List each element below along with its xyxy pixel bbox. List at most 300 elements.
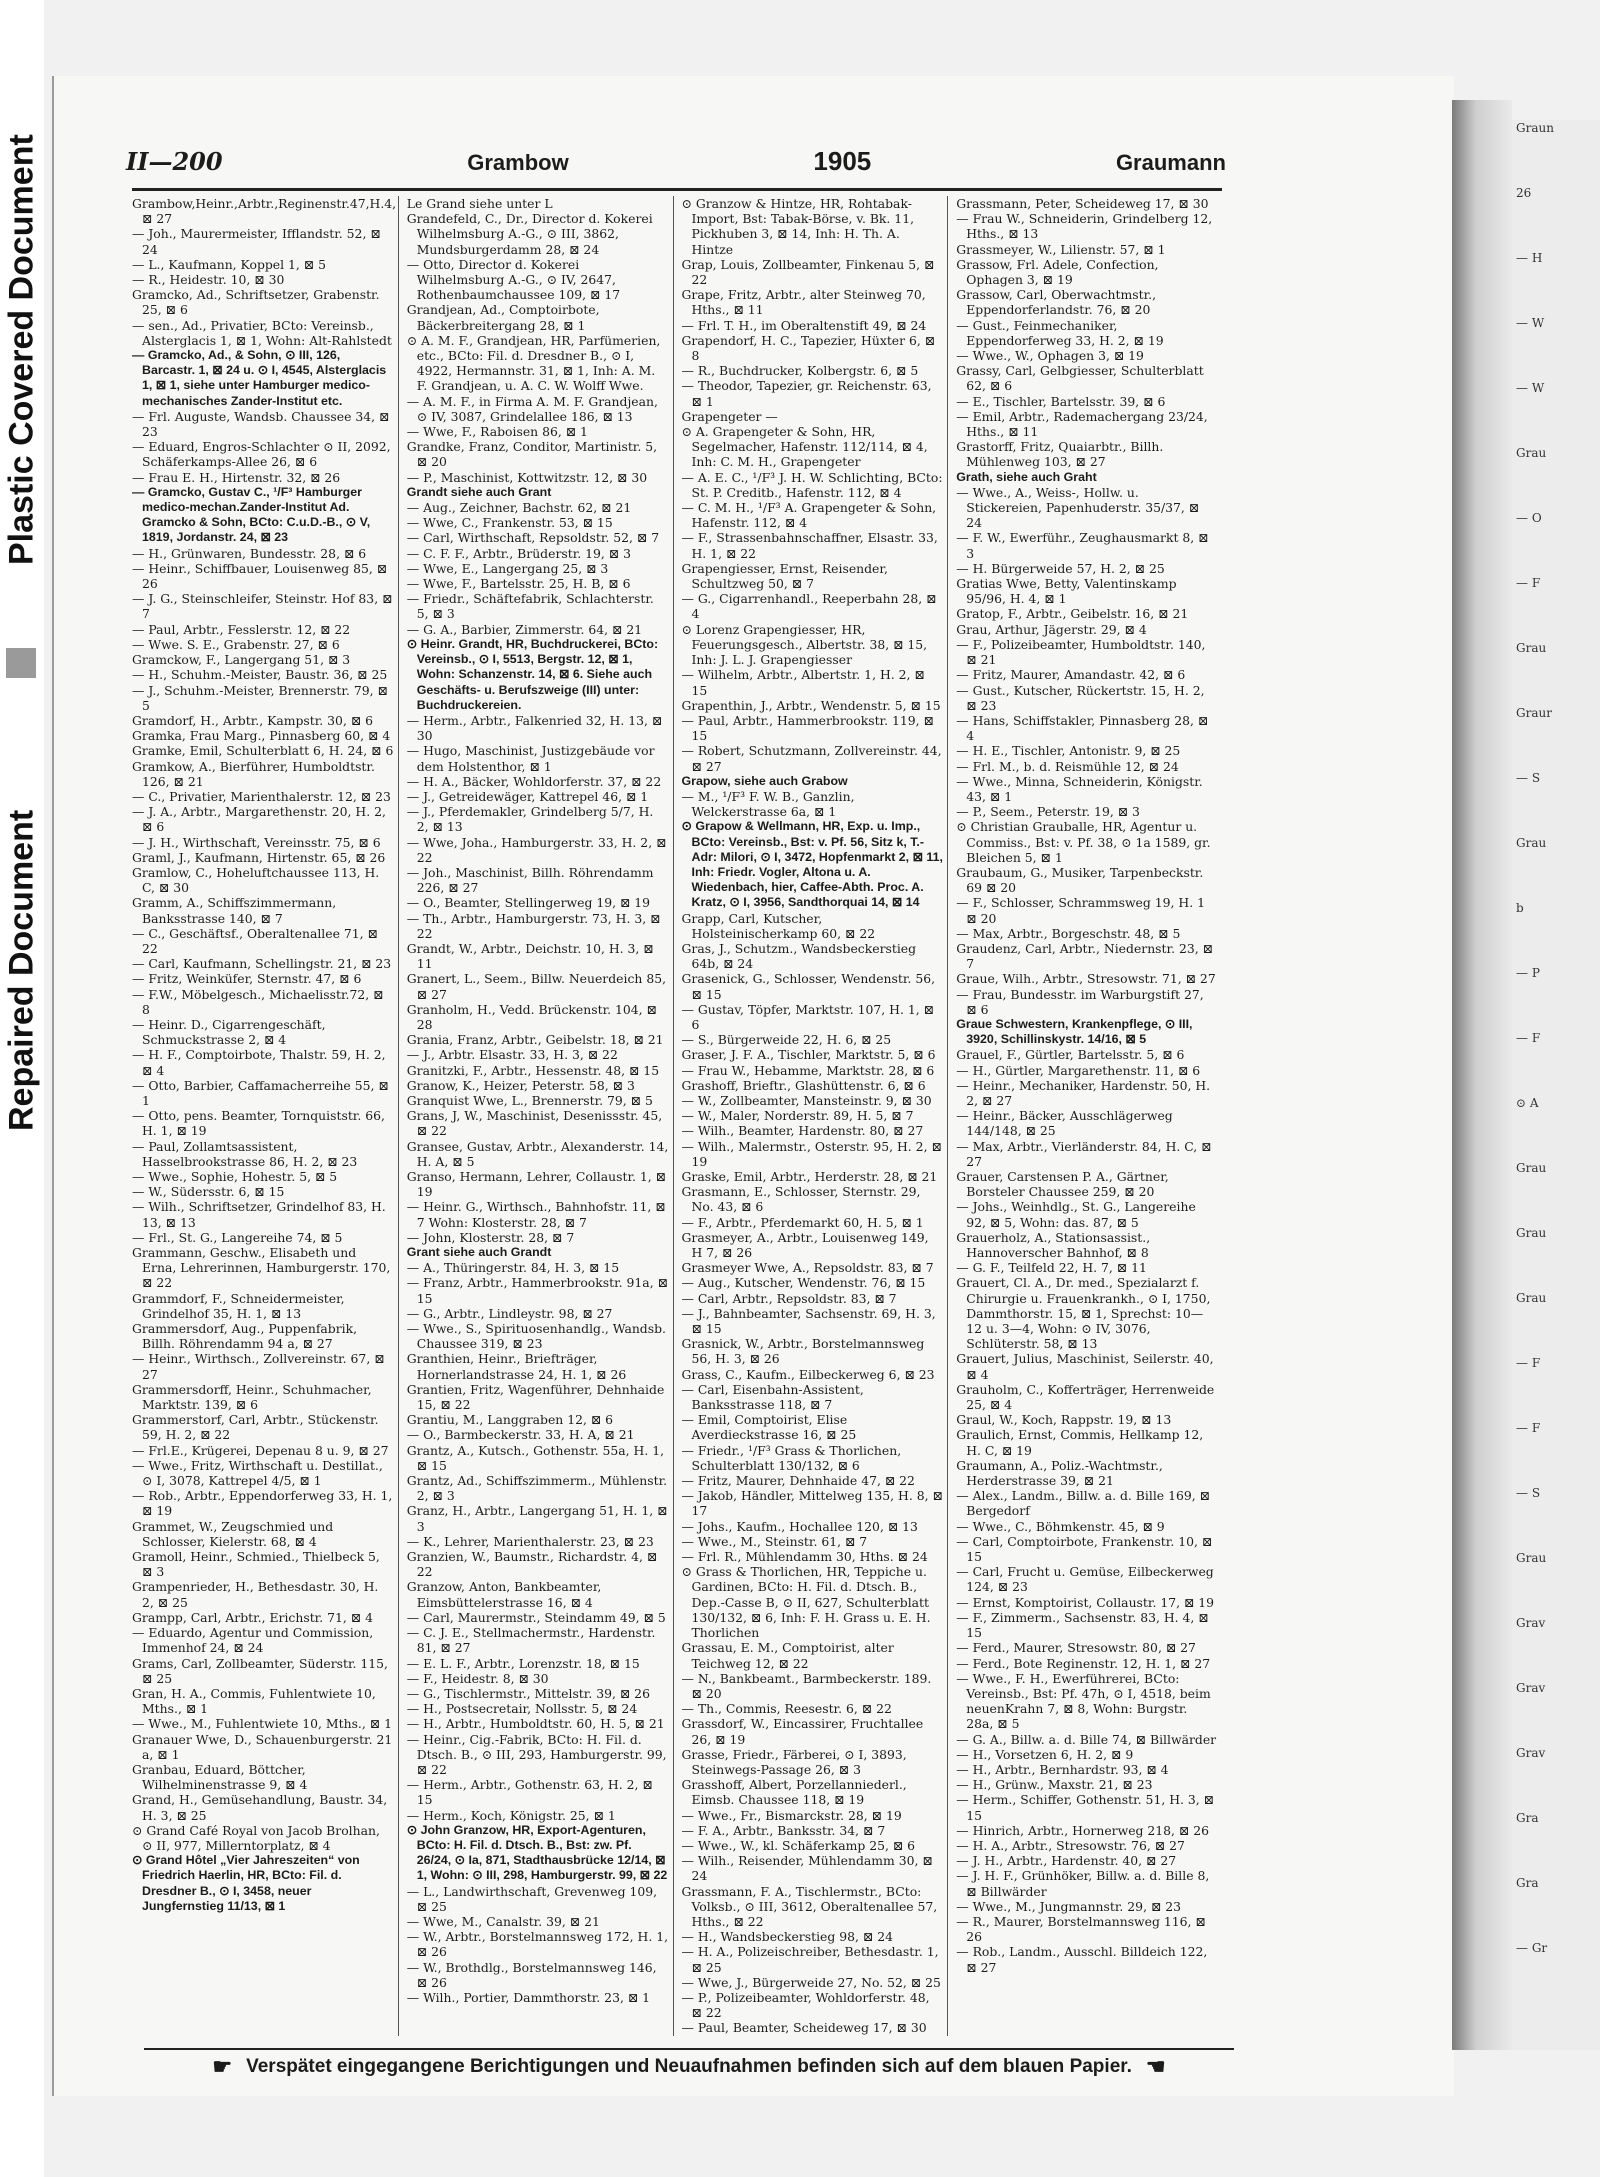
directory-entry: — H., Grünwaren, Bundesstr. 28, ⊠ 6 (132, 545, 367, 561)
directory-entry: — Heinr. G., Wirthsch., Bahnhofstr. 11, ⊠ 7 Wohn: Klosterstr. 28, ⊠ 7 (406, 1199, 666, 1230)
directory-entry: — Paul, Beamter, Scheideweg 17, ⊠ 30 (681, 2020, 927, 2036)
directory-entry: — G. F., Teilfeld 22, H. 7, ⊠ 11 (956, 1260, 1147, 1276)
directory-entry: Grap, Louis, Zollbeamter, Finkenau 5, ⊠ 22 (681, 256, 935, 288)
directory-entry: Grassmeyer, W., Lilienstr. 57, ⊠ 1 (956, 241, 1166, 257)
directory-entry: Gramlow, C., Hoheluftchaussee 113, H. C, ⊠ 30 (132, 864, 380, 896)
directory-entry: — R., Maurer, Borstelmannsweg 116, ⊠ 26 (956, 1913, 1206, 1945)
facing-page-fragment: Grau (1516, 1551, 1547, 1565)
directory-entry: — Joh., Maurermeister, Ifflandstr. 52, ⊠ 24 (132, 226, 381, 257)
directory-entry: — Aug., Zeichner, Bachstr. 62, ⊠ 21 (406, 500, 632, 516)
directory-entry: — Wwe, C., Frankenstr. 53, ⊠ 15 (406, 515, 613, 531)
directory-entry: — K., Lehrer, Marienthalerstr. 23, ⊠ 23 (406, 1533, 654, 1549)
directory-entry: — P., Seem., Peterstr. 19, ⊠ 3 (956, 804, 1140, 820)
directory-entry: Grampenrieder, H., Bethesdastr. 30, H. 2, ⊠ 25 (132, 1579, 379, 1610)
directory-entry: — sen., Ad., Privatier, BCto: Vereinsb., Alsterglacis 1, ⊠ 1, Wohn: Alt-Rahlstedt (132, 317, 392, 348)
tab-separator-icon (6, 648, 36, 678)
directory-entry: — J. G., Steinschleifer, Steinstr. Hof 83, ⊠ 7 (132, 591, 393, 622)
directory-entry: — Wwe., W., Ophagen 3, ⊠ 19 (956, 348, 1144, 364)
directory-entry: — Wilh., Portier, Dammthorstr. 23, ⊠ 1 (406, 1989, 651, 2005)
directory-entry: Grasnick, W., Arbtr., Borstelmannsweg 56, H. 3, ⊠ 26 (681, 1336, 925, 1367)
directory-entry: — Carl, Eisenbahn-Assistent, Banksstrasse 118, ⊠ 7 (681, 1381, 864, 1413)
directory-entry: Grassdorf, W., Eincassirer, Fruchtallee 26, ⊠ 19 (681, 1716, 924, 1747)
directory-entry: ⊙ A. M. F., Grandjean, HR, Parfümerien, etc., BCto: Fil. d. Dresdner B., ⊙ I, 4922, Hermannstr. 31, ⊠ 1, Inh: A. M. F. Grandjean, u. A. C. W. Wolff Wwe. (406, 332, 661, 394)
directory-entry: — Heinr., Bäcker, Ausschlägerweg 144/148, ⊠ 25 (956, 1108, 1173, 1139)
directory-entry: — Wwe., M., Jungmannstr. 29, ⊠ 23 (956, 1898, 1182, 1914)
directory-entry: Gramke, Emil, Schulterblatt 6, H. 24, ⊠ 6 (132, 743, 394, 759)
directory-entry: — H., Postsecretair, Nollsstr. 5, ⊠ 24 (406, 1701, 638, 1717)
directory-entry: — Rob., Arbtr., Eppendorferweg 33, H. 1, ⊠ 19 (132, 1488, 393, 1519)
directory-entry: Graumann, A., Poliz.-Wachtmstr., Herderstrasse 39, ⊠ 21 (956, 1457, 1163, 1489)
directory-entry: ⊙ Grand Hôtel „Vier Jahreszeiten“ von Friedrich Haerlin, HR, BCto: Fil. d. Dresdner B., ⊙ I, 3458, neuer Jungfernstieg 11/13, ⊠ 1 (132, 1853, 360, 1913)
facing-page-fragment: b (1516, 901, 1524, 915)
directory-entry: — Emil, Arbtr., Rademachergang 23/24, Hths., ⊠ 11 (956, 408, 1208, 440)
directory-entry: Granthien, Heinr., Briefträger, Hornerlandstrasse 24, H. 1, ⊠ 26 (406, 1351, 627, 1382)
directory-entry: Gramm, A., Schiffszimmermann, Banksstrasse 140, ⊠ 7 (132, 895, 337, 926)
directory-entry: — G. A., Billw. a. d. Bille 74, ⊠ Billwärder (956, 1731, 1217, 1747)
directory-entry: Granquist Wwe, L., Brennerstr. 79, ⊠ 5 (406, 1092, 653, 1108)
directory-entry: — L., Landwirthschaft, Grevenweg 109, ⊠ 25 (406, 1883, 658, 1914)
directory-entry: Grasshoff, Albert, Porzellanniederl., Eimsb. Chaussee 118, ⊠ 19 (681, 1777, 907, 1808)
directory-entry: — Frl. T. H., im Oberaltenstift 49, ⊠ 24 (681, 317, 927, 333)
facing-page-fragment: — W (1516, 316, 1545, 330)
directory-entry: — Max, Arbtr., Vierländerstr. 84, H. C, ⊠ 27 (956, 1138, 1212, 1169)
facing-page-fragment: Grau (1516, 641, 1547, 655)
directory-entry: — A., Thüringerstr. 84, H. 3, ⊠ 15 (406, 1260, 620, 1276)
directory-entry: Graue, Wilh., Arbtr., Stresowstr. 71, ⊠ 27 (956, 971, 1216, 987)
directory-entry: — Frl.E., Krügerei, Depenau 8 u. 9, ⊠ 27 (132, 1442, 389, 1458)
directory-entry: — Wwe., S., Spirituosenhandlg., Wandsb. Chaussee 319, ⊠ 23 (406, 1321, 666, 1352)
facing-page-fragment: Grau (1516, 1161, 1547, 1175)
directory-entry: — Wilh., Schriftsetzer, Grindelhof 83, H. 13, ⊠ 13 (132, 1199, 386, 1230)
directory-entry: — Carl, Arbtr., Repsoldstr. 83, ⊠ 7 (681, 1290, 897, 1306)
directory-entry: — Frau W., Hebamme, Marktstr. 28, ⊠ 6 (681, 1062, 935, 1078)
directory-entry: — Ferd., Bote Reginenstr. 12, H. 1, ⊠ 27 (956, 1655, 1211, 1671)
facing-page-fragment: 26 (1516, 186, 1532, 200)
directory-entry: Grath, siehe auch Graht (956, 469, 1097, 484)
directory-entry: — Fritz, Maurer, Dehnhaide 47, ⊠ 22 (681, 1473, 915, 1489)
directory-entry: — F.W., Möbelgesch., Michaelisstr.72, ⊠ 8 (132, 986, 384, 1017)
directory-entry: Grandt siehe auch Grant (406, 484, 552, 499)
directory-entry: — Gust., Kutscher, Rückertstr. 15, H. 2, ⊠ 23 (956, 682, 1205, 713)
directory-entry: — Herm., Arbtr., Falkenried 32, H. 13, ⊠ 30 (406, 712, 663, 744)
directory-entry: — Paul, Arbtr., Fesslerstr. 12, ⊠ 22 (132, 621, 351, 637)
directory-entry: — Gustav, Töpfer, Marktstr. 107, H. 1, ⊠ 6 (681, 1001, 934, 1032)
directory-entry: — Frau E. H., Hirtenstr. 32, ⊠ 26 (132, 469, 341, 485)
directory-entry: — Hugo, Maschinist, Justizgebäude vor dem Holstenthor, ⊠ 1 (406, 743, 655, 774)
directory-entry: Grau, Arthur, Jägerstr. 29, ⊠ 4 (956, 621, 1147, 637)
directory-entry: Granzien, W., Baumstr., Richardstr. 4, ⊠ 22 (406, 1549, 658, 1580)
directory-entry: Graubaum, G., Musiker, Tarpenbeckstr. 69 ⊠ 20 (956, 864, 1204, 896)
header-rule (132, 188, 1222, 191)
directory-entry: — J., Schuhm.-Meister, Brennerstr. 79, ⊠ 5 (132, 682, 388, 713)
directory-entry: Grapow, siehe auch Grabow (681, 773, 848, 788)
directory-entry: ⊙ Heinr. Grandt, HR, Buchdruckerei, BCto: Vereinsb., ⊙ I, 5513, Bergstr. 12, ⊠ 1, Wohn: Schanzenstr. 14, ⊠ 6. Siehe auch Geschäfts- u. Berufszweige (III) unter: Buchdruckereien. (406, 636, 659, 712)
directory-entry: — Frl. Auguste, Wandsb. Chaussee 34, ⊠ 23 (132, 408, 390, 440)
directory-entry: ⊙ A. Grapengeter & Sohn, HR, Segelmacher, Hafenstr. 112/114, ⊠ 4, Inh: C. M. H., Grapengeter (681, 424, 928, 470)
directory-entry: — Wwe., A., Weiss-, Hollw. u. Stickereien, Papenhuderstr. 35/37, ⊠ 24 (956, 484, 1200, 531)
directory-entry: — J., Bahnbeamter, Sachsenstr. 69, H. 3, ⊠ 15 (681, 1305, 936, 1337)
directory-entry: — Wwe, F., Bartelsstr. 25, H. B, ⊠ 6 (406, 576, 631, 592)
directory-entry: ⊙ Grass & Thorlichen, HR, Teppiche u. Gardinen, BCto: H. Fil. d. Dtsch. B., Dep.-Casse B, ⊙ II, 627, Schulterblatt 130/132, ⊠ 6, Inh: F. H. Grass u. E. H. Thorlichen (681, 1564, 931, 1641)
directory-entry: — Aug., Kutscher, Wendenstr. 76, ⊠ 15 (681, 1275, 926, 1291)
directory-entry: Grassow, Frl. Adele, Confection, Ophagen 3, ⊠ 19 (956, 256, 1159, 288)
directory-entry: — Gramcko, Gustav C., ¹/F³ Hamburger medico-mechan.Zander-Institut Ad. Gramcko & Sohn, BCto: C.u.D.-B., ⊙ V, 1819, Jordanstr. 24, ⊠ 23 (132, 484, 371, 545)
facing-page-fragment: — F (1516, 1356, 1541, 1370)
directory-entry: Grapengiesser, Ernst, Reisender, Schultzweg 50, ⊠ 7 (681, 560, 888, 592)
pointing-hand-left-icon: ☚ (1145, 2054, 1166, 2079)
directory-entry: — Rob., Landm., Ausschl. Billdeich 122, ⊠ 27 (956, 1944, 1208, 1975)
directory-entry: — Eduardo, Agentur und Commission, Immenhof 24, ⊠ 24 (132, 1625, 374, 1656)
directory-entry: — Johs., Kaufm., Hochallee 120, ⊠ 13 (681, 1518, 918, 1534)
facing-page-fragment: Graun (1516, 121, 1554, 135)
directory-entry: — Alex., Landm., Billw. a. d. Bille 169, ⊠ Bergedorf (956, 1488, 1210, 1519)
directory-entry: — J. H. F., Grünhöker, Billw. a. d. Bille 8, ⊠ Billwärder (956, 1868, 1210, 1899)
directory-entry: Graul, W., Koch, Rappstr. 19, ⊠ 13 (956, 1412, 1172, 1428)
directory-entry: — Otto, Director d. Kokerei Wilhelmsburg A.-G., ⊙ IV, 2647, Rothenbaumchaussee 109, ⊠ 17 (406, 256, 621, 303)
directory-entry: Grasenick, G., Schlosser, Wendenstr. 56, ⊠ 15 (681, 971, 936, 1002)
page-header (126, 146, 1226, 186)
directory-entry: — Theodor, Tapezier, gr. Reichenstr. 63, ⊠ 1 (681, 378, 932, 409)
directory-entry: — Jakob, Händler, Mittelweg 135, H. 8, ⊠ 17 (681, 1488, 943, 1519)
directory-entry: — F., Schlosser, Schrammsweg 19, H. 1 ⊠ 20 (956, 895, 1205, 926)
column-3 (682, 196, 949, 2036)
directory-entry: Grauel, F., Gürtler, Bartelsstr. 5, ⊠ 6 (956, 1047, 1185, 1063)
directory-entry: — N., Bankbeamt., Barmbeckerstr. 189. ⊠ 20 (681, 1670, 932, 1701)
directory-entry: ⊙ Christian Grauballe, HR, Agentur u. Commiss., Bst: v. Pf. 38, ⊙ 1a 1589, gr. Bleichen 5, ⊠ 1 (956, 819, 1211, 865)
directory-entry: — Wwe., F. H., Ewerführerei, BCto: Vereinsb., Bst: Pf. 47h, ⊙ I, 4518, beim neuenKrahn 7, ⊠ 8, Wohn: Burgstr. 28a, ⊠ 5 (956, 1670, 1211, 1732)
directory-entry: — O., Beamter, Stellingerweg 19, ⊠ 19 (406, 895, 651, 911)
directory-entry: Grantien, Fritz, Wagenführer, Dehnhaide 15, ⊠ 22 (406, 1381, 665, 1413)
directory-entry: — W., Südersstr. 6, ⊠ 15 (132, 1184, 285, 1200)
facing-page-fragment: Graur (1516, 706, 1552, 720)
directory-entry: Graue Schwestern, Krankenpflege, ⊙ III, 3920, Schillinskystr. 14/16, ⊠ 5 (956, 1016, 1193, 1047)
directory-entry: Grantz, Ad., Schiffszimmerm., Mühlenstr. 2, ⊠ 3 (406, 1473, 668, 1504)
directory-entry: — Wwe., Sophie, Hohestr. 5, ⊠ 5 (132, 1169, 338, 1184)
directory-entry: — Carl, Wirthschaft, Repsoldstr. 52, ⊠ 7 (406, 530, 660, 546)
directory-entry: Gramkow, A., Bierführer, Humboldtstr. 126, ⊠ 21 (132, 758, 375, 789)
directory-entry: Grasmeyer, A., Arbtr., Louisenweg 149, H 7, ⊠ 26 (681, 1229, 929, 1261)
directory-entry: — Carl, Maurermstr., Steindamm 49, ⊠ 5 (406, 1609, 666, 1625)
directory-entry: — Heinr., Wirthsch., Zollvereinstr. 67, ⊠ 27 (132, 1351, 385, 1382)
directory-entry: — Johs., Weinhdlg., St. G., Langereihe 92, ⊠ 5, Wohn: das. 87, ⊠ 5 (956, 1199, 1196, 1230)
directory-entry: Grashoff, Brieftr., Glashüttenstr. 6, ⊠ 6 (681, 1077, 926, 1093)
directory-entry: — J., Getreidewäger, Kattrepel 46, ⊠ 1 (406, 788, 649, 804)
page-footer (144, 2048, 1234, 2084)
directory-entry: — Friedr., ¹/F³ Grass & Thorlichen, Schulterblatt 130/132, ⊠ 6 (681, 1442, 902, 1473)
directory-entry: Grauerholz, A., Stationsassist., Hannoverscher Bahnhof, ⊠ 8 (956, 1229, 1151, 1261)
directory-entry: — Hans, Schiffstakler, Pinnasberg 28, ⊠ 4 (956, 712, 1209, 744)
directory-entry: Gramka, Frau Marg., Pinnasberg 60, ⊠ 4 (132, 728, 391, 744)
directory-entry: — F., Arbtr., Pferdemarkt 60, H. 5, ⊠ 1 (681, 1214, 924, 1230)
directory-entry: — Frau W., Schneiderin, Grindelberg 12, Hths., ⊠ 13 (956, 211, 1213, 242)
directory-entry: Grammann, Geschw., Elisabeth und Erna, Lehrerinnen, Hamburgerstr. 170, ⊠ 22 (132, 1245, 391, 1291)
directory-entry: — F., Strassenbahnschaffner, Elsastr. 33, H. 1, ⊠ 22 (681, 530, 938, 561)
directory-entry: Graser, J. F. A., Tischler, Marktstr. 5, ⊠ 6 (681, 1047, 936, 1063)
facing-page-fragment: Grav (1516, 1681, 1546, 1695)
directory-entry: ⊙ Grapow & Wellmann, HR, Exp. u. Imp., BCto: Vereinsb., Bst: v. Pf. 56, Sitz k, T.-Adr: Milori, ⊙ I, 3472, Hopfenmarkt 2, ⊠ 11, Inh: Friedr. Vogler, Altona u. A. Wiedenbach, hier, Caffee-Abth. Proc. A. Kratz, ⊙ I, 3956, Sandthorquai 14, ⊠ 14 (681, 819, 943, 910)
directory-entry: — J., Arbtr. Elsastr. 33, H. 3, ⊠ 22 (406, 1047, 618, 1063)
directory-entry: Grammerstorf, Carl, Arbtr., Stückenstr. 59, H. 2, ⊠ 22 (132, 1412, 379, 1443)
directory-entry: — Paul, Zollamtsassistent, Hasselbrookstrasse 86, H. 2, ⊠ 23 (132, 1138, 358, 1169)
directory-entry: — Ferd., Maurer, Stresowstr. 80, ⊠ 27 (956, 1640, 1196, 1656)
directory-entry: Graudenz, Carl, Arbtr., Niedernstr. 23, ⊠ 7 (956, 940, 1213, 972)
directory-entry: Granauer Wwe, D., Schauenburgerstr. 21 a, ⊠ 1 (132, 1731, 393, 1762)
directory-entry: ⊙ John Granzow, HR, Export-Agenturen, BCto: H. Fil. d. Dtsch. B., Bst: zw. Pf. 26/24, ⊙ Ia, 871, Stadthausbrücke 12/14, ⊠ 1, Wohn: ⊙ III, 298, Hamburgerstr. 99, ⊠ 22 (406, 1822, 668, 1883)
directory-entry: Grandke, Franz, Conditor, Martinistr. 5, ⊠ 20 (406, 439, 658, 470)
directory-entry: — Heinr. D., Cigarrengeschäft, Schmuckstrasse 2, ⊠ 4 (132, 1016, 326, 1048)
directory-entry: — H., Vorsetzen 6, H. 2, ⊠ 9 (956, 1746, 1134, 1762)
page-number: II—200 (126, 147, 223, 176)
directory-entry: — J., Pferdemakler, Grindelberg 5/7, H. 2, ⊠ 13 (406, 804, 654, 835)
facing-page-fragment: — W (1516, 381, 1545, 395)
facing-page-fragment: — S (1516, 771, 1541, 785)
directory-entry: Grasmann, E., Schlosser, Sternstr. 29, No. 43, ⊠ 6 (681, 1184, 921, 1215)
side-tab-strip (0, 0, 44, 2177)
directory-entry: Graulich, Ernst, Commis, Hellkamp 12, H. C, ⊠ 19 (956, 1427, 1204, 1458)
directory-entry: — Joh., Maschinist, Billh. Röhrendamm 226, ⊠ 27 (406, 864, 654, 896)
directory-entry: — Wilh., Malermstr., Osterstr. 95, H. 2, ⊠ 19 (681, 1138, 942, 1169)
directory-entry: Grandjean, Ad., Comptoirbote, Bäckerbreitergang 28, ⊠ 1 (406, 302, 600, 333)
directory-entry: — W., Zollbeamter, Mansteinstr. 9, ⊠ 30 (681, 1092, 932, 1108)
directory-entry: — Wilh., Beamter, Hardenstr. 80, ⊠ 27 (681, 1123, 924, 1139)
facing-page-fragment: Gra (1516, 1811, 1539, 1825)
directory-entry: — Wwe, J., Bürgerweide 27, No. 52, ⊠ 25 (681, 1974, 941, 1990)
directory-entry: — F. A., Arbtr., Banksstr. 34, ⊠ 7 (681, 1822, 886, 1838)
directory-entry: Grassow, Carl, Oberwachtmstr., Eppendorferlandstr. 76, ⊠ 20 (956, 287, 1157, 318)
directory-entry: Gratop, F., Arbtr., Geibelstr. 16, ⊠ 21 (956, 606, 1189, 622)
directory-entry: — J. H., Arbtr., Hardenstr. 40, ⊠ 27 (956, 1853, 1177, 1869)
directory-entry: Grapenthin, J., Arbtr., Wendenstr. 5, ⊠ 15 (681, 697, 941, 713)
directory-entry: — Heinr., Mechaniker, Hardenstr. 50, H. 2, ⊠ 27 (956, 1077, 1211, 1108)
directory-entry: Granert, L., Seem., Billw. Neuerdeich 85, ⊠ 27 (406, 971, 667, 1002)
column-2 (407, 196, 674, 2036)
directory-entry: — R., Heidestr. 10, ⊠ 30 (132, 272, 285, 288)
directory-entry: Grantz, A., Kutsch., Gothenstr. 55a, H. 1, ⊠ 15 (406, 1442, 665, 1473)
directory-entry: — Wwe., Fritz, Wirthschaft u. Destillat., ⊙ I, 3078, Kattrepel 4/5, ⊠ 1 (132, 1457, 383, 1489)
directory-entry: — Wilh., Reisender, Mühlendamm 30, ⊠ 24 (681, 1853, 933, 1884)
directory-entry: Grapendorf, H. C., Tapezier, Hüxter 6, ⊠ 8 (681, 332, 936, 364)
directory-entry: — A. E. C., ¹/F³ J. H. W. Schlichting, BCto: St. P. Creditb., Hafenstr. 112, ⊠ 4 (681, 469, 943, 500)
directory-entry: Grassy, Carl, Gelbgiesser, Schulterblatt 62, ⊠ 6 (956, 363, 1204, 394)
directory-entry: — Herm., Schiffer, Gothenstr. 51, H. 3, ⊠ 15 (956, 1792, 1215, 1823)
directory-entry: Le Grand siehe unter L (406, 196, 553, 211)
directory-entry: Grammersdorff, Heinr., Schuhmacher, Marktstr. 139, ⊠ 6 (132, 1381, 372, 1413)
directory-entry: Grastorff, Fritz, Quaiarbtr., Billh. Mühlenweg 103, ⊠ 27 (956, 439, 1164, 470)
directory-entry: Grasmeyer Wwe, A., Repsoldstr. 83, ⊠ 7 (681, 1260, 934, 1276)
facing-page-fragment: Grau (1516, 836, 1547, 850)
facing-page-fragment: Grav (1516, 1616, 1546, 1630)
directory-page (52, 76, 1454, 2096)
directory-entry: — Heinr., Cig.-Fabrik, BCto: H. Fil. d. Dtsch. B., ⊙ III, 293, Hamburgerstr. 99, ⊠ 22 (406, 1731, 667, 1777)
directory-entry: — W., Arbtr., Borstelmannsweg 172, H. 1, ⊠ 26 (406, 1929, 669, 1960)
directory-entry: Granholm, H., Vedd. Brückenstr. 104, ⊠ 28 (406, 1001, 657, 1032)
directory-entry: Gras, J., Schutzm., Wandsbeckerstieg 64b, ⊠ 24 (681, 940, 917, 972)
directory-entry: — Hinrich, Arbtr., Hornerweg 218, ⊠ 26 (956, 1822, 1210, 1838)
directory-entry: — G., Tischlermstr., Mittelstr. 39, ⊠ 26 (406, 1685, 650, 1701)
directory-entry: Grassmann, Peter, Scheideweg 17, ⊠ 30 (956, 196, 1209, 211)
directory-entry: — Frl., St. G., Langereihe 74, ⊠ 5 (132, 1229, 343, 1245)
directory-entry: Graml, J., Kaufmann, Hirtenstr. 65, ⊠ 26 (132, 849, 386, 865)
facing-page-fragment: — P (1516, 966, 1540, 980)
directory-entry: Grand, H., Gemüsehandlung, Baustr. 34, H. 3, ⊠ 25 (132, 1792, 388, 1823)
directory-entry: — E. L. F., Arbtr., Lorenzstr. 18, ⊠ 15 (406, 1655, 640, 1671)
directory-entry: Grass, C., Kaufm., Eilbeckerweg 6, ⊠ 23 (681, 1366, 935, 1382)
directory-entry: Grassau, E. M., Comptoirist, alter Teichweg 12, ⊠ 22 (681, 1640, 894, 1671)
directory-entry: — Max, Arbtr., Borgeschstr. 48, ⊠ 5 (956, 925, 1181, 941)
header-year: 1905 (813, 146, 872, 176)
directory-entry: — Ernst, Komptoirist, Collaustr. 17, ⊠ 19 (956, 1594, 1215, 1610)
facing-page-edge (1512, 120, 1600, 2050)
directory-entry: Gramoll, Heinr., Schmied., Thielbeck 5, ⊠ 3 (132, 1549, 380, 1580)
directory-entry: — Frl. R., Mühlendamm 30, Hths. ⊠ 24 (681, 1549, 928, 1565)
header-last-entry: Graumann (1115, 150, 1226, 175)
directory-entry: Grapengeter — (681, 408, 778, 424)
directory-entry: Gramckow, F., Langergang 51, ⊠ 3 (132, 652, 351, 668)
directory-entry: — J. H., Wirthschaft, Vereinsstr. 75, ⊠ 6 (132, 834, 381, 850)
directory-entry: Gratias Wwe, Betty, Valentinskamp 95/96, H. 4, ⊠ 1 (956, 576, 1177, 607)
directory-entry: — R., Buchdrucker, Kolbergstr. 6, ⊠ 5 (681, 363, 919, 379)
directory-entry: — Fritz, Maurer, Amandastr. 42, ⊠ 6 (956, 667, 1186, 683)
directory-entry: Grapp, Carl, Kutscher, Holsteinischerkamp 60, ⊠ 22 (681, 910, 876, 941)
directory-entry: Gramcko, Ad., Schriftsetzer, Grabenstr. 25, ⊠ 6 (132, 287, 380, 318)
directory-entry: Gransee, Gustav, Arbtr., Alexanderstr. 14, H. A, ⊠ 5 (406, 1138, 669, 1169)
directory-entry: — Gust., Feinmechaniker, Eppendorferweg 33, H. 2, ⊠ 19 (956, 317, 1164, 348)
directory-entry: — Robert, Schutzmann, Zollvereinstr. 44, ⊠ 27 (681, 743, 942, 774)
directory-entry: — Emil, Comptoirist, Elise Averdieckstrasse 16, ⊠ 25 (681, 1412, 857, 1443)
directory-entry: — Friedr., Schäftefabrik, Schlachterstr. 5, ⊠ 3 (406, 591, 654, 622)
directory-entry: — Wwe., W., kl. Schäferkamp 25, ⊠ 6 (681, 1837, 916, 1853)
directory-entry: — C. M. H., ¹/F³ A. Grapengeter & Sohn, Hafenstr. 112, ⊠ 4 (681, 500, 937, 531)
directory-entry: Grape, Fritz, Arbtr., alter Steinweg 70, Hths., ⊠ 11 (681, 287, 926, 318)
directory-entry: — M., ¹/F³ F. W. B., Ganzlin, Welckerstrasse 6a, ⊠ 1 (681, 788, 855, 820)
directory-entry: — Wwe., M., Steinstr. 61, ⊠ 7 (681, 1533, 868, 1549)
facing-page-fragment: Grau (1516, 1226, 1547, 1240)
directory-entry: Grammdorf, F., Schneidermeister, Grindelhof 35, H. 1, ⊠ 13 (132, 1290, 345, 1321)
directory-entry: Grammet, W., Zeugschmied und Schlosser, Kielerstr. 68, ⊠ 4 (132, 1518, 334, 1549)
directory-entry: — F. W., Ewerführ., Zeughausmarkt 8, ⊠ 3 (956, 530, 1209, 561)
directory-entry: ⊙ Lorenz Grapengiesser, HR, Feuerungsgesch., Albertstr. 38, ⊠ 15, Inh: J. L. J. Grapengiesser (681, 621, 928, 668)
directory-entry: Grandt, W., Arbtr., Deichstr. 10, H. 3, ⊠ 11 (406, 940, 654, 972)
column-1 (132, 196, 399, 2036)
directory-entry: Grandefeld, C., Dr., Director d. Kokerei Wilhelmsburg A.-G., ⊙ III, 3862, Mundsburgerdamm 28, ⊠ 24 (406, 211, 653, 257)
directory-entry: — F., Polizeibeamter, Humboldtstr. 140, ⊠ 21 (956, 636, 1206, 668)
directory-entry: — C., Privatier, Marienthalerstr. 12, ⊠ 23 (132, 788, 391, 804)
directory-entry: — Wwe, F., Raboisen 86, ⊠ 1 (406, 424, 588, 440)
directory-entry: Granbau, Eduard, Böttcher, Wilhelminenstrasse 9, ⊠ 4 (132, 1761, 308, 1793)
directory-entry: — Heinr., Schiffbauer, Louisenweg 85, ⊠ 26 (132, 560, 388, 592)
directory-entry: Grant siehe auch Grandt (406, 1245, 552, 1260)
directory-entry: Grampp, Carl, Arbtr., Erichstr. 71, ⊠ 4 (132, 1609, 373, 1625)
directory-entry: ⊙ Grand Café Royal von Jacob Brolhan, ⊙ II, 977, Millerntorplatz, ⊠ 4 (132, 1822, 380, 1853)
directory-entry: — H. F., Comptoirbote, Thalstr. 59, H. 2, ⊠ 4 (132, 1047, 386, 1078)
entry-columns (132, 196, 1222, 2036)
directory-entry: — H., Gürtler, Margarethenstr. 11, ⊠ 6 (956, 1062, 1201, 1078)
facing-page-fragment: Grav (1516, 1746, 1546, 1760)
directory-entry: Granitzki, F., Arbtr., Hessenstr. 48, ⊠ 15 (406, 1062, 660, 1078)
directory-entry: — Wwe., Minna, Schneiderin, Königstr. 43, ⊠ 1 (956, 773, 1203, 804)
directory-entry: — Wwe., C., Böhmkenstr. 45, ⊠ 9 (956, 1518, 1165, 1534)
directory-entry: — H., Arbtr., Bernhardstr. 93, ⊠ 4 (956, 1761, 1169, 1777)
directory-entry: Granso, Hermann, Lehrer, Collaustr. 1, ⊠ 19 (406, 1169, 667, 1200)
directory-entry: — H. A., Polizeischreiber, Bethesdastr. 1, ⊠ 25 (681, 1944, 939, 1975)
facing-page-fragment: — F (1516, 576, 1541, 590)
directory-entry: ⊙ Granzow & Hintze, HR, Rohtabak-Import, Bst: Tabak-Börse, v. Bk. 11, Pickhuben 3, ⊠ 14, Inh: H. Th. A. Hintze (681, 196, 915, 257)
directory-entry: — P., Maschinist, Kottwitzstr. 12, ⊠ 30 (406, 469, 648, 485)
directory-entry: — G. A., Barbier, Zimmerstr. 64, ⊠ 21 (406, 621, 643, 637)
directory-entry: — Eduard, Engros-Schlachter ⊙ II, 2092, Schäferkamps-Allee 26, ⊠ 6 (132, 439, 391, 470)
directory-entry: — S., Bürgerweide 22, H. 6, ⊠ 25 (681, 1032, 892, 1048)
directory-entry: — G., Cigarrenhandl., Reeperbahn 28, ⊠ 4 (681, 591, 937, 622)
facing-page-fragment: — O (1516, 511, 1542, 525)
directory-entry: — G., Arbtr., Lindleystr. 98, ⊠ 27 (406, 1305, 613, 1321)
directory-entry: — E., Tischler, Bartelsstr. 39, ⊠ 6 (956, 393, 1166, 409)
facing-page-fragment: — F (1516, 1031, 1541, 1045)
directory-entry: — P., Polizeibeamter, Wohldorferstr. 48, ⊠ 22 (681, 1989, 930, 2021)
directory-entry: Grambow,Heinr.,Arbtr.,Reginenstr.47,H.4, ⊠ 27 (132, 196, 397, 227)
directory-entry: — Herm., Arbtr., Gothenstr. 63, H. 2, ⊠ 15 (406, 1777, 653, 1808)
column-4 (956, 196, 1222, 2036)
directory-entry: Granow, K., Heizer, Peterstr. 58, ⊠ 3 (406, 1077, 635, 1093)
plastic-covered-label: Plastic Covered Document (2, 134, 41, 566)
directory-entry: — Fritz, Weinküfer, Sternstr. 47, ⊠ 6 (132, 971, 362, 987)
directory-entry: Grauert, Cl. A., Dr. med., Spezialarzt f. Chirurgie u. Frauenkrankh., ⊙ I, 1750, Dammthorstr. 15, ⊠ 1, Sprechst: 10—12 u. 3—4, Wohn: ⊙ IV, 3076, Schlüterstr. 58, ⊠ 13 (956, 1275, 1211, 1352)
directory-entry: — Th., Commis, Reesestr. 6, ⊠ 22 (681, 1701, 892, 1717)
directory-entry: — Wilhelm, Arbtr., Albertstr. 1, H. 2, ⊠ 15 (681, 667, 925, 698)
facing-page-fragment: ⊙ A (1516, 1096, 1539, 1110)
directory-entry: — H., Schuhm.-Meister, Baustr. 36, ⊠ 25 (132, 667, 388, 683)
directory-entry: — H., Grünw., Maxstr. 21, ⊠ 23 (956, 1777, 1153, 1793)
facing-page-fragment: — Gr (1516, 1941, 1548, 1955)
directory-entry: — W., Brothdlg., Borstelmannsweg 146, ⊠ 26 (406, 1959, 657, 1990)
directory-entry: — Wwe. S. E., Grabenstr. 27, ⊠ 6 (132, 636, 340, 652)
directory-entry: — H. A., Arbtr., Stresowstr. 76, ⊠ 27 (956, 1837, 1185, 1853)
directory-entry: Grasse, Friedr., Färberei, ⊙ I, 3893, Steinwegs-Passage 26, ⊠ 3 (681, 1746, 907, 1777)
directory-entry: Grantiu, M., Langgraben 12, ⊠ 6 (406, 1412, 614, 1428)
directory-entry: — Th., Arbtr., Hamburgerstr. 73, H. 3, ⊠ 22 (406, 910, 661, 941)
directory-entry: — Carl, Kaufmann, Schellingstr. 21, ⊠ 23 (132, 956, 392, 972)
directory-entry: Gramdorf, H., Arbtr., Kampstr. 30, ⊠ 6 (132, 712, 374, 728)
directory-entry: Grams, Carl, Zollbeamter, Süderstr. 115, ⊠ 25 (132, 1655, 388, 1686)
directory-entry: — H., Arbtr., Humboldtstr. 60, H. 5, ⊠ 21 (406, 1716, 665, 1732)
directory-entry: — Paul, Arbtr., Hammerbrookstr. 119, ⊠ 15 (681, 712, 934, 744)
directory-entry: — Wwe, M., Canalstr. 39, ⊠ 21 (406, 1913, 600, 1929)
directory-entry: — John, Klosterstr. 28, ⊠ 7 (406, 1229, 575, 1245)
directory-entry: — C. F. F., Arbtr., Brüderstr. 19, ⊠ 3 (406, 545, 631, 561)
facing-page-fragment: Gra (1516, 1876, 1539, 1890)
directory-entry: — F., Zimmerm., Sachsenstr. 83, H. 4, ⊠ 15 (956, 1609, 1209, 1641)
directory-entry: — H., Wandsbeckerstieg 98, ⊠ 24 (681, 1929, 893, 1945)
directory-entry: — W., Maler, Norderstr. 89, H. 5, ⊠ 7 (681, 1108, 914, 1124)
directory-entry: — H. E., Tischler, Antonistr. 9, ⊠ 25 (956, 743, 1181, 759)
directory-entry: — Frl. M., b. d. Reismühle 12, ⊠ 24 (956, 758, 1179, 774)
directory-entry: Grauert, Julius, Maschinist, Seilerstr. 40, ⊠ 4 (956, 1351, 1214, 1382)
pointing-hand-right-icon: ☛ (212, 2054, 233, 2079)
directory-entry: — H. Bürgerweide 57, H. 2, ⊠ 25 (956, 560, 1165, 576)
directory-entry: Granz, H., Arbtr., Langergang 51, H. 1, ⊠ 3 (406, 1503, 668, 1534)
directory-entry: — Wwe, Joha., Hamburgerstr. 33, H. 2, ⊠ 22 (406, 834, 667, 865)
directory-entry: — Wwe., Fr., Bismarckstr. 28, ⊠ 19 (681, 1807, 902, 1823)
facing-page-fragment: — F (1516, 1421, 1541, 1435)
directory-entry: — Franz, Arbtr., Hammerbrookstr. 91a, ⊠ 15 (406, 1275, 668, 1306)
directory-entry: — Otto, Barbier, Caffamacherreihe 55, ⊠ 1 (132, 1077, 389, 1108)
directory-entry: Grammersdorf, Aug., Puppenfabrik, Billh. Röhrendamm 94 a, ⊠ 27 (132, 1321, 358, 1352)
directory-entry: Gran, H. A., Commis, Fuhlentwiete 10, Mths., ⊠ 1 (132, 1685, 376, 1717)
directory-entry: — H. A., Bäcker, Wohldorferstr. 37, ⊠ 22 (406, 773, 662, 789)
facing-page-fragment: — H (1516, 251, 1543, 265)
directory-entry: — L., Kaufmann, Koppel 1, ⊠ 5 (132, 256, 327, 272)
directory-entry: — Gramcko, Ad., & Sohn, ⊙ III, 126, Barcastr. 1, ⊠ 24 u. ⊙ I, 4545, Alsterglacis 1, ⊠ 1, siehe unter Hamburger medico-mechanisches Zander-Institut etc. (132, 348, 387, 408)
directory-entry: Grania, Franz, Arbtr., Geibelstr. 18, ⊠ 21 (406, 1032, 664, 1048)
